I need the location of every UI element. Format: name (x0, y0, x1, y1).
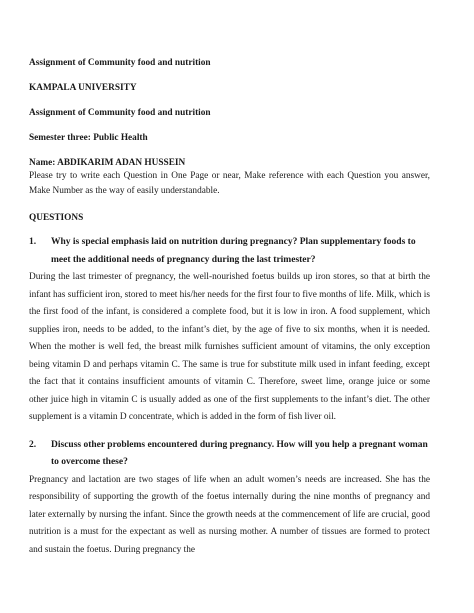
instructions-paragraph: Please try to write each Question in One Page or near, Make reference with each Question you answer, Make Number as the way of easily understandable. (29, 171, 430, 196)
question-1-number: 1. (29, 237, 37, 247)
question-2-number: 2. (29, 439, 37, 450)
question-1-text: Why is special emphasis laid on nutrition during pregnancy? Plan supplementary foods to meet the additional needs of pregnancy during the last trimester? (51, 237, 416, 265)
question-1 (29, 234, 430, 269)
university-name: KAMPALA UNIVERSITY (29, 83, 137, 93)
student-name: Name: ABDIKARIM ADAN HUSSEIN (29, 158, 186, 168)
answer-2-paragraph: Pregnancy and lactation are two stages of life when an adult women’s needs are increased. She has the responsibility of supporting the growth of the foetus internally during the nine months of pregnancy and later externally by nursing the infant. Since the growth needs at the commencement of life are crucial, good nutrition is a must for the expectant as well as nursing mother. A number of tissues are formed to protect and sustain the foetus. During pregnancy the (29, 474, 430, 555)
question-2 (29, 437, 430, 472)
semester-line: Semester three: Public Health (29, 133, 148, 143)
assignment-title: Assignment of Community food and nutrition (29, 108, 211, 118)
questions-heading: QUESTIONS (29, 213, 84, 223)
question-2-text: Discuss other problems encountered during pregnancy. How will you help a pregnant woman to overcome these? (51, 439, 428, 467)
answer-1-paragraph: During the last trimester of pregnancy, the well-nourished foetus builds up iron stores, so that at birth the infant has sufficient iron, stored to meet his/her needs for the first four to five months of life. Milk, which is the first food of the infant, is considered a complete food, but it is low in iron. A food supplement, which supplies iron, needs to be added, to the infant’s diet, by the age of five to six months, when it is needed. When the mother is well fed, the breast milk furnishes sufficient amount of vitamins, the only exception being vitamin D and perhaps vitamin C. The same is true for substitute milk used in infant feeding, except the fact that it contains insufficient amounts of vitamin C. Therefore, sweet lime, orange juice or some other juice high in vitamin C is usually added as one of the first supplements to the infant’s diet. The other supplement is a vitamin D concentrate, which is added in the form of fish liver oil. (29, 272, 430, 422)
assignment-heading: Assignment of Community food and nutrition (29, 58, 211, 68)
